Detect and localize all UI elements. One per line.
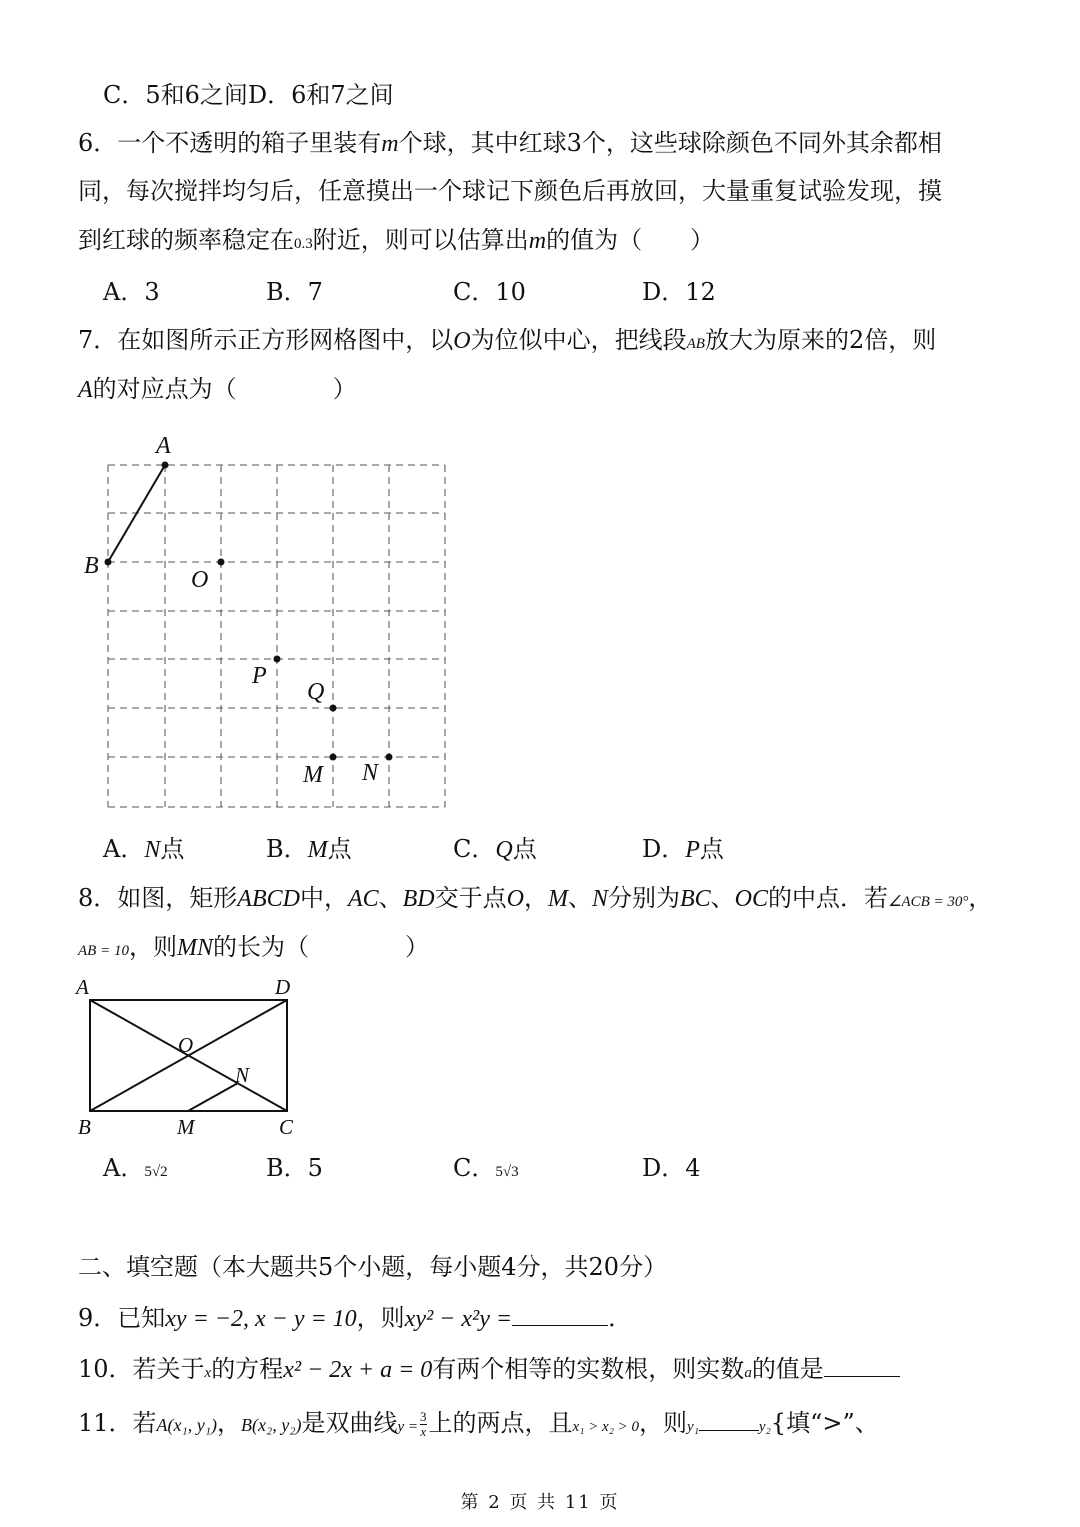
q7-point-o	[218, 559, 225, 566]
q8-label-m: M	[177, 1115, 195, 1139]
q6-line1: 6．一个不透明的箱子里装有m个球，其中红球3个，这些球除颜色不同外其余都相	[78, 129, 942, 157]
q11-answer-blank[interactable]	[699, 1430, 759, 1431]
q7-label-o: O	[191, 567, 209, 593]
q7-point-a	[162, 462, 169, 469]
q7-label-n: N	[362, 760, 379, 786]
q7-option-a: A．N点	[103, 835, 185, 863]
q8-label-d: D	[275, 975, 291, 999]
q11-fraction: $\frac{3}{x}$	[420, 1409, 427, 1439]
q7-option-c: C．Q点	[453, 835, 537, 863]
q6-option-d: D．12	[642, 278, 716, 306]
q9-line: 9．已知xy = −2, x − y = 10，则xy² − x²y = ．	[78, 1304, 633, 1332]
q8-label-b: B	[78, 1115, 91, 1139]
q7-point-n	[386, 754, 393, 761]
q8-option-a: A．5√2	[103, 1154, 168, 1182]
q7-label-a: A	[156, 433, 171, 459]
q8-label-o: O	[178, 1033, 194, 1057]
q7-point-m	[330, 754, 337, 761]
q10-line: 10．若关于x的方程x² − 2x + a = 0有两个相等的实数根，则实数a的值是	[78, 1354, 900, 1388]
q7-line1: 7．在如图所示正方形网格图中，以O为位似中心，把线段AB放大为原来的2倍，则	[78, 326, 937, 354]
section2-title: 二、填空题（本大题共5个小题，每小题4分，共20分）	[78, 1253, 668, 1281]
q7-option-d: D．P点	[642, 835, 724, 863]
q5-option-d: D．6和7之间	[247, 81, 394, 109]
q8-option-b: B．5	[266, 1154, 323, 1182]
q6-line3: 到红球的频率稳定在0.3附近，则可以估算出m的值为（ ）	[78, 226, 715, 254]
page-footer: 第 2 页 共 11 页	[460, 1492, 620, 1513]
q7-point-b	[105, 559, 112, 566]
q8-label-a: A	[76, 975, 89, 999]
q11-line: 11．若A(x₁, y₁)，B(x₂, y₂)是双曲线y = $\frac{3}{x}$ 上的两点，且x₁ > x₂ > 0，则y₁ y₂{填“>”、	[78, 1409, 879, 1439]
q6-option-b: B．7	[266, 278, 323, 306]
q8-segment-mn	[188, 1083, 238, 1111]
q7-grid-lines	[108, 465, 445, 807]
q6-option-a: A．3	[103, 278, 160, 306]
q8-label-n: N	[235, 1063, 250, 1087]
q7-grid-figure	[70, 425, 470, 820]
q8-option-c: C．5√3	[453, 1154, 519, 1182]
q8-option-d: D．4	[642, 1154, 701, 1182]
q9-answer-blank[interactable]	[512, 1325, 608, 1326]
q8-label-c: C	[279, 1115, 294, 1139]
q7-label-q: Q	[307, 679, 325, 705]
q8-line2: AB = 10，则MN的长为（ ）	[78, 933, 429, 961]
q7-label-p: P	[252, 663, 267, 689]
q7-option-b: B．M点	[266, 835, 352, 863]
q10-answer-blank[interactable]	[824, 1376, 900, 1377]
q6-line2: 同，每次搅拌均匀后，任意摸出一个球记下颜色后再放回，大量重复试验发现，摸	[78, 177, 942, 205]
q7-point-q	[330, 705, 337, 712]
q7-label-m: M	[303, 762, 323, 788]
q5-option-c: C．5和6之间D．6和7之间	[103, 81, 394, 109]
q8-line1: 8．如图，矩形ABCD中，AC、BD交于点O，M、N分别为BC、OC的中点．若∠ACB = 30°，	[78, 884, 993, 912]
q7-point-p	[274, 656, 281, 663]
q8-rectangle-figure	[70, 972, 330, 1142]
q7-label-b: B	[84, 553, 99, 579]
q6-option-c: C．10	[453, 278, 526, 306]
q7-line2: A的对应点为（ ）	[78, 375, 357, 403]
